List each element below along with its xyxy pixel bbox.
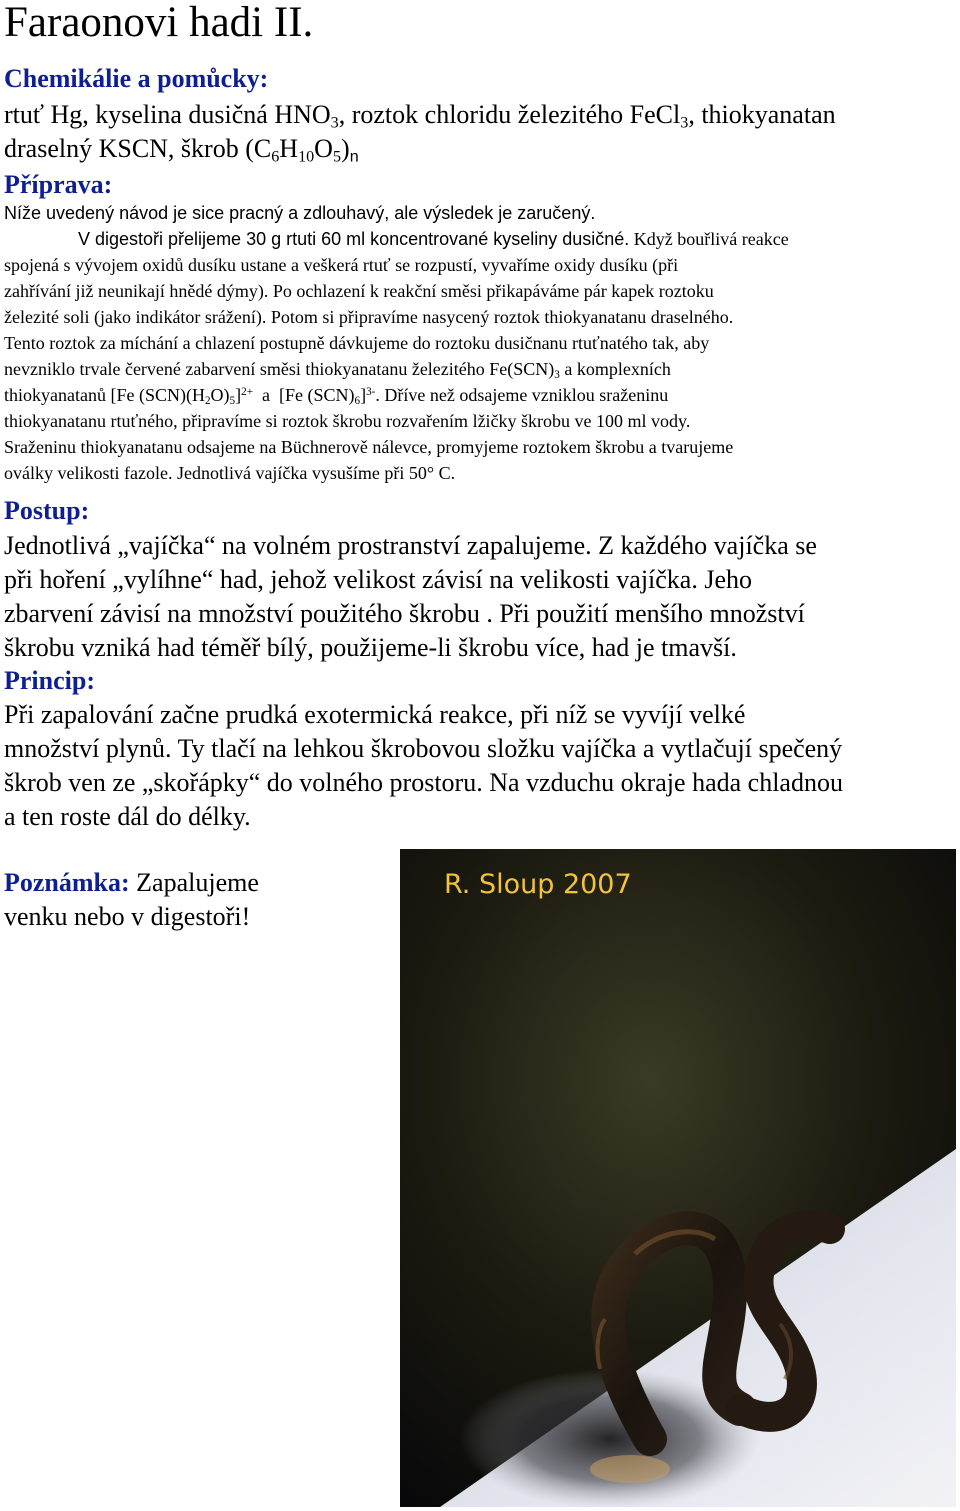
preparation-line: thiokyanatanu rtuťného, připravíme si roztok škrobu rozvařením lžičky škrobu ve 100 ml vody. — [4, 411, 691, 431]
pharaoh-snake-photo — [400, 849, 956, 1507]
note-line: Poznámka: Zapalujeme — [4, 868, 259, 897]
principle-line: množství plynů. Ty tlačí na lehkou škrobovou složku vajíčka a vytlačují spečený — [4, 734, 843, 763]
chemicals-line-2: draselný KSCN, škrob $(C_6H_{10}O_5)_n$ — [4, 134, 359, 166]
chemicals-line-1: rtuť Hg, kyselina dusičná $HNO_3$, roztok chloridu železitého FeCl$_3$, thiokyanatan — [4, 100, 836, 132]
burn-mark — [590, 1455, 670, 1483]
preparation-line: V digestoři přelijeme 30 g rtuti 60 ml koncentrované kyseliny dusičné. Když bouřlivá reakce — [78, 229, 789, 249]
page-title: Faraonovi hadi II. — [4, 0, 314, 46]
procedure-line: zbarvení závisí na množství použitého škrobu . Při použití menšího množství — [4, 599, 805, 628]
principle-line: Při zapalování začne prudká exotermická reakce, při níž se vyvíjí velké — [4, 700, 746, 729]
note-line: venku nebo v digestoři! — [4, 902, 251, 931]
preparation-line: thiokyanatanů [Fe $(SCN)(H_2O)_5]^{2+}$ a [Fe $(SCN)_6]^{3-}$. Dříve než odsajeme vzniklou sraženinu — [4, 385, 669, 408]
preparation-line: Níže uvedený návod je sice pracný a zdlouhavý, ale výsledek je zaručený. — [4, 203, 596, 223]
principle-heading: Princip: — [4, 666, 95, 695]
procedure-line: Jednotlivá „vajíčka“ na volném prostranství zapalujeme. Z každého vajíčka se — [4, 531, 817, 560]
principle-text — [4, 698, 960, 834]
chemicals-list — [4, 98, 960, 166]
preparation-line: oválky velikosti fazole. Jednotlivá vajíčka vysušíme při 50° C. — [4, 463, 456, 483]
note-label: Poznámka: — [4, 868, 130, 897]
principle-line: a ten roste dál do délky. — [4, 802, 251, 831]
preparation-heading: Příprava: — [4, 170, 113, 199]
principle-line: škrob ven ze „skořápky“ do volného prostoru. Na vzduchu okraje hada chladnou — [4, 768, 843, 797]
preparation-line: zahřívání již neunikají hnědé dýmy). Po ochlazení k reakční směsi přikapáváme pár kapek roztoku — [4, 281, 714, 301]
photo-credit: R. Sloup 2007 — [444, 869, 632, 900]
note — [4, 866, 384, 934]
preparation-line: nevzniklo trvale červené zabarvení směsi thiokyanatanu železitého $Fe(SCN)_3$ a komplexních — [4, 359, 671, 382]
preparation-text — [4, 200, 956, 486]
procedure-heading: Postup: — [4, 496, 90, 525]
preparation-line: spojená s vývojem oxidů dusíku ustane a veškerá rtuť se rozpustí, vyvaříme oxidy dusíku (při — [4, 255, 679, 275]
procedure-line: škrobu vzniká had téměř bílý, použijeme-li škrobu více, had je tmavší. — [4, 633, 737, 662]
preparation-line: Sraženinu thiokyanatanu odsajeme na Büchnerově nálevce, promyjeme roztokem škrobu a tvarujeme — [4, 437, 734, 457]
chemicals-heading: Chemikálie a pomůcky: — [4, 64, 269, 93]
photo-illustration — [400, 849, 956, 1507]
procedure-text — [4, 529, 960, 665]
preparation-line: Tento roztok za míchání a chlazení postupně dávkujeme do roztoku dusičnanu rtuťnatého tak, aby — [4, 333, 710, 353]
preparation-line: železité soli (jako indikátor srážení). Potom si připravíme nasycený roztok thiokyanatanu draselného. — [4, 307, 734, 327]
procedure-line: při hoření „vylíhne“ had, jehož velikost závisí na velikosti vajíčka. Jeho — [4, 565, 753, 594]
